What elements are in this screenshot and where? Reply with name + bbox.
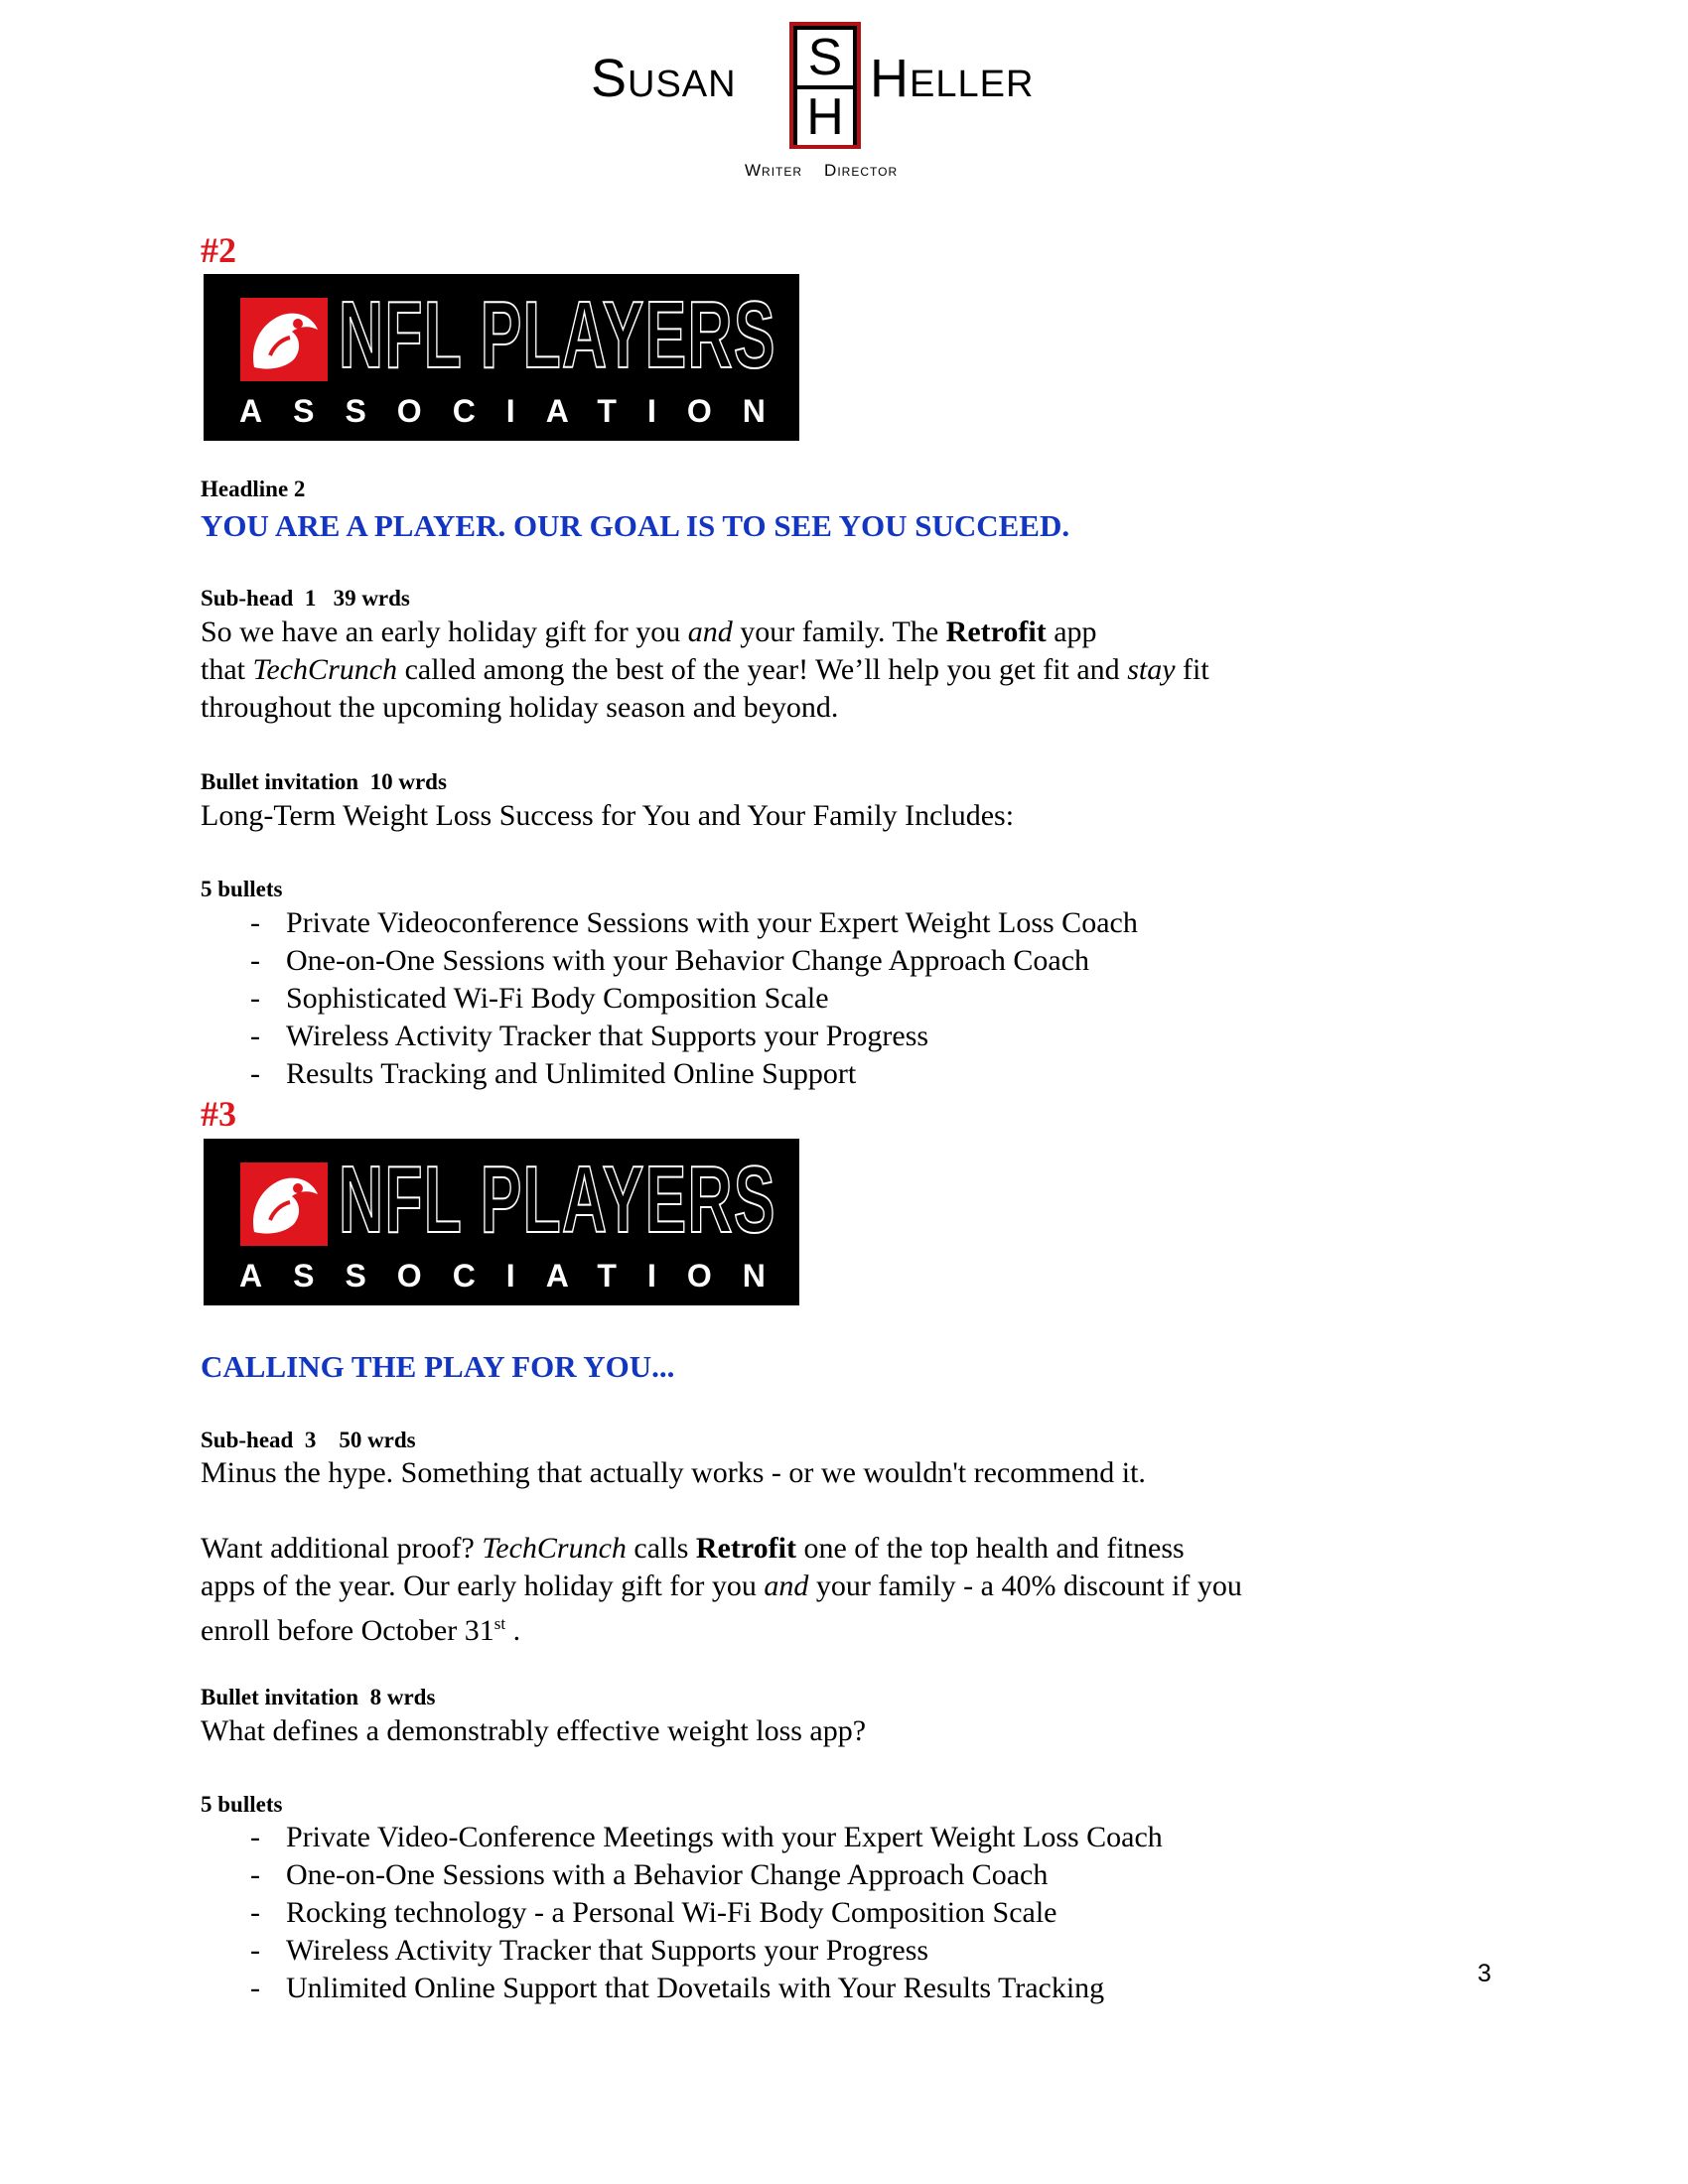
bullet-invitation-label: Bullet invitation 10 wrds xyxy=(201,769,447,794)
monogram-letter-top: S xyxy=(797,30,853,85)
subhead-1-label: Sub-head 1 39 wrds xyxy=(201,586,410,611)
list-item: - Unlimited Online Support that Dovetails with Your Results Tracking xyxy=(248,1970,1163,2007)
subhead-3-paragraph-1: Minus the hype. Something that actually works - or we wouldn't recommend it. xyxy=(201,1456,1146,1489)
list-item: - Wireless Activity Tracker that Supports your Progress xyxy=(248,1932,1163,1970)
bullets-label: 5 bullets xyxy=(201,877,283,901)
list-item: - One-on-One Sessions with your Behavior Change Approach Coach xyxy=(248,942,1138,980)
nfl-shield-icon xyxy=(240,298,328,381)
section-2-bullet-list xyxy=(248,904,1138,1093)
logo-title: NFL PLAYERS xyxy=(339,282,776,388)
bullet-invitation-label: Bullet invitation 8 wrds xyxy=(201,1685,436,1709)
section-3-headline: CALLING THE PLAY FOR YOU... xyxy=(201,1349,675,1384)
nfl-players-logo xyxy=(204,274,799,441)
nfl-players-logo xyxy=(204,1139,799,1305)
subhead-3-label: Sub-head 3 50 wrds xyxy=(201,1428,416,1452)
list-item: - Sophisticated Wi-Fi Body Composition Scale xyxy=(248,980,1138,1018)
brand-first-name: Susan xyxy=(591,49,737,108)
logo-subtitle: ASSOCIATION xyxy=(239,393,796,429)
list-item: - Private Video-Conference Meetings with your Expert Weight Loss Coach xyxy=(248,1819,1163,1856)
nfl-shield-icon xyxy=(240,1162,328,1246)
page-number: 3 xyxy=(1477,1960,1491,1987)
section-3-number: #3 xyxy=(201,1094,236,1134)
list-item: - Rocking technology - a Personal Wi-Fi Body Composition Scale xyxy=(248,1894,1163,1932)
bullet-invitation-text: What defines a demonstrably effective weight loss app? xyxy=(201,1714,867,1747)
bullet-invitation-text: Long-Term Weight Loss Success for You and Your Family Includes: xyxy=(201,799,1015,832)
subhead-1-text: So we have an early holiday gift for you and your family. The Retrofit app that TechCrunch called among the best of the year! We’ll help you get fit and stay fit throughout the upcoming holiday season and beyond. xyxy=(201,615,1209,724)
brand-last-name: Heller xyxy=(870,49,1035,108)
subhead-3-paragraph-2: Want additional proof? TechCrunch calls Retrofit one of the top health and fitness apps of the year. Our early holiday gift for you and your family - a 40% discount if you enroll before October 31st . xyxy=(201,1532,1242,1647)
section-2-headline: YOU ARE A PLAYER. OUR GOAL IS TO SEE YOU SUCCEED. xyxy=(201,508,1070,543)
monogram-logo xyxy=(789,22,861,149)
list-item: - Results Tracking and Unlimited Online Support xyxy=(248,1055,1138,1093)
section-2-number: #2 xyxy=(201,230,236,270)
bullets-label: 5 bullets xyxy=(201,1792,283,1817)
tagline-role-writer: Writer xyxy=(745,161,803,180)
section-3-bullet-list xyxy=(248,1819,1163,2007)
logo-subtitle: ASSOCIATION xyxy=(239,1258,796,1294)
list-item: - Private Videoconference Sessions with your Expert Weight Loss Coach xyxy=(248,904,1138,942)
logo-title: NFL PLAYERS xyxy=(339,1147,776,1253)
list-item: - One-on-One Sessions with a Behavior Change Approach Coach xyxy=(248,1856,1163,1894)
headline-label: Headline 2 xyxy=(201,477,306,501)
letterhead-tagline xyxy=(745,161,919,181)
monogram-letter-bottom: H xyxy=(797,89,853,145)
list-item: - Wireless Activity Tracker that Supports your Progress xyxy=(248,1018,1138,1055)
tagline-role-director: Director xyxy=(824,161,899,180)
